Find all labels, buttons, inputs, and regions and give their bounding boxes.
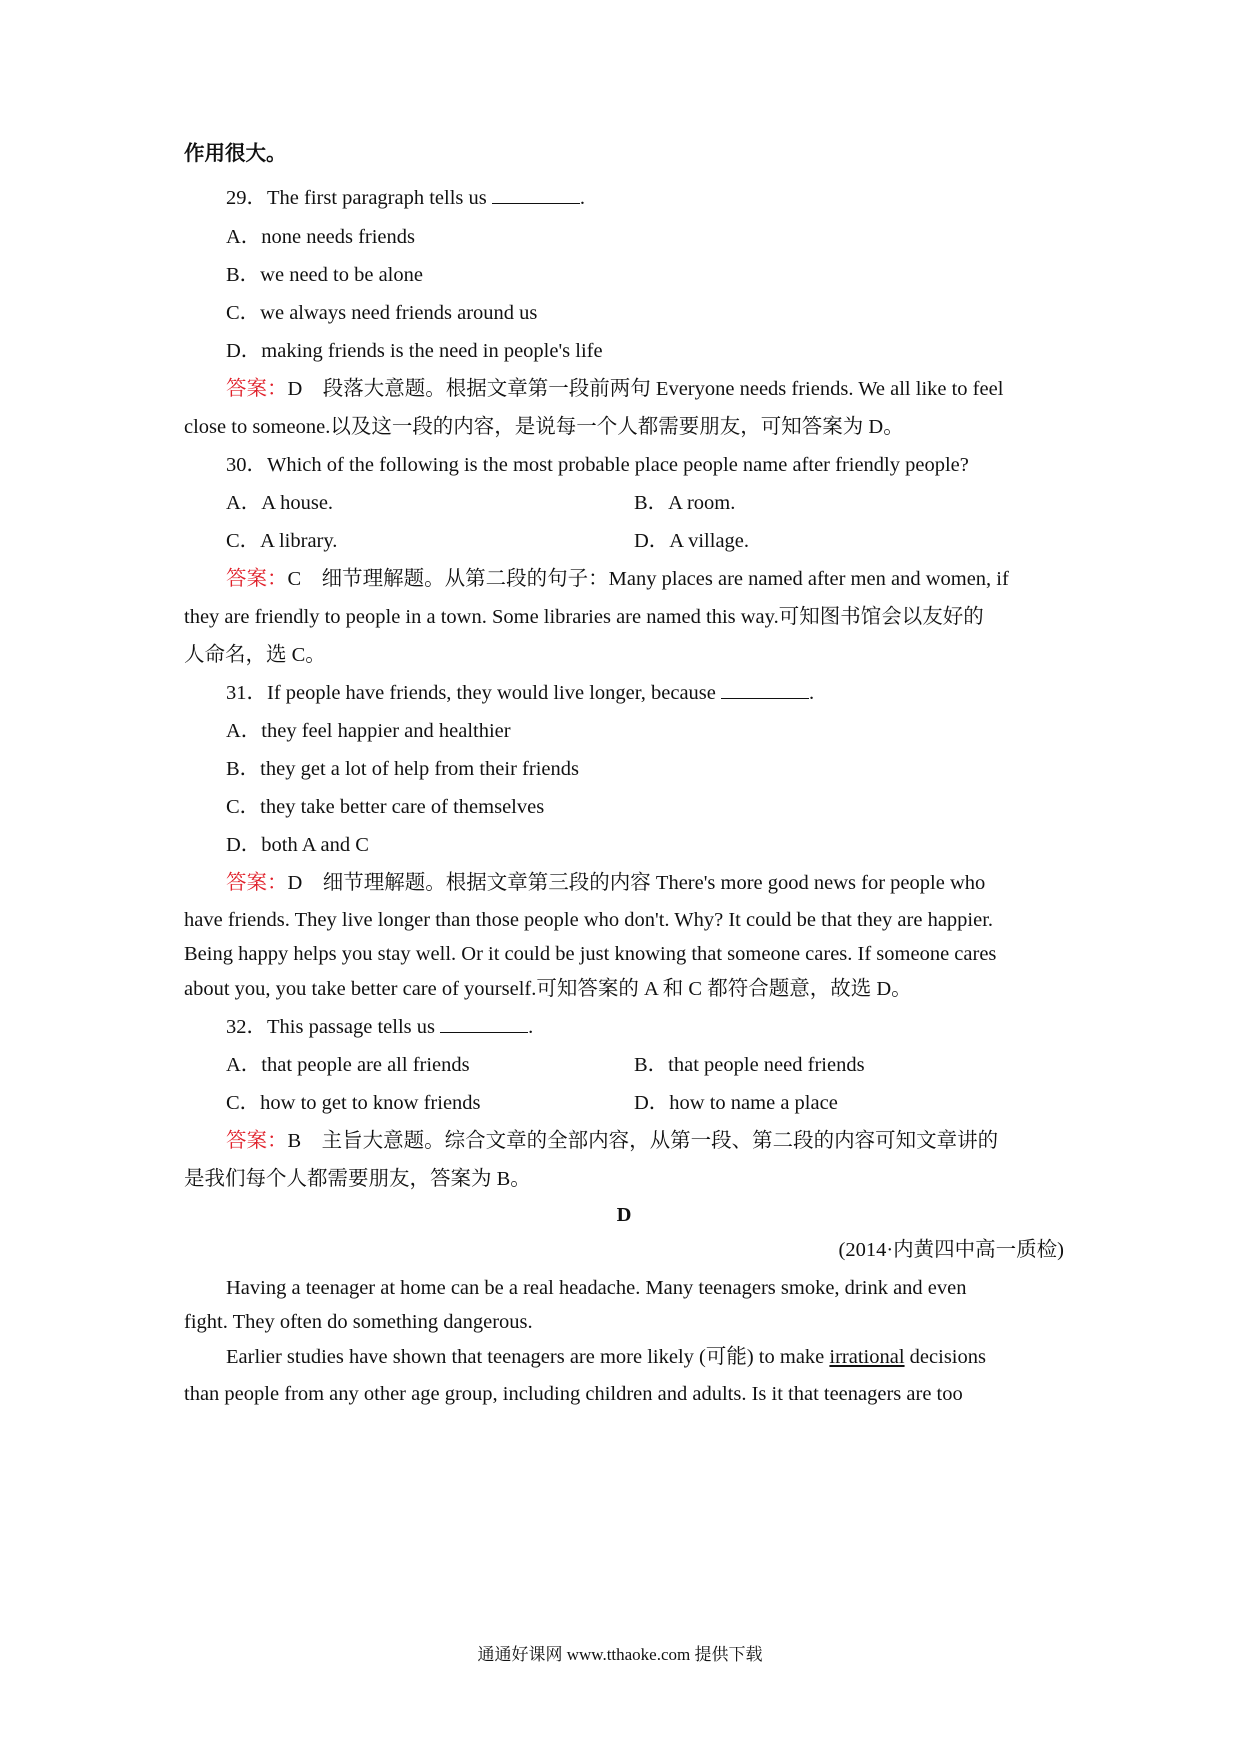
answer-32-line-2: 是我们每个人都需要朋友，答案为 B。 — [184, 1168, 531, 1190]
answer-31-line-3: Being happy helps you stay well. Or it could be just knowing that someone cares. If someone cares — [184, 943, 997, 965]
question-32-row-1 — [226, 1051, 1106, 1079]
question-31-option-b: B．they get a lot of help from their friends — [226, 758, 579, 780]
question-29-option-c: C．we always need friends around us — [226, 302, 538, 324]
passage-p1-line-1: Having a teenager at home can be a real headache. Many teenagers smoke, drink and even — [226, 1277, 967, 1299]
question-30-stem: 30．Which of the following is the most probable place people name after friendly people? — [226, 454, 969, 476]
passage-p1-line-2: fight. They often do something dangerous. — [184, 1311, 533, 1333]
answer-30-line-3: 人命名，选 C。 — [184, 644, 326, 666]
passage-p2-line-1: Earlier studies have shown that teenagers are more likely (可能) to make irrational decisions — [226, 1346, 986, 1368]
section-heading: D — [616, 1204, 632, 1226]
answer-29-line-2: close to someone.以及这一段的内容，是说每一个人都需要朋友，可知答案为 D。 — [184, 416, 904, 438]
question-31-option-c: C．they take better care of themselves — [226, 796, 545, 818]
question-30-option-b: B．A room. — [634, 492, 736, 514]
passage-source: (2014·内黄四中高一质检) — [838, 1239, 1064, 1261]
answer-blank — [440, 1014, 528, 1033]
question-32-row-2 — [226, 1089, 1106, 1117]
question-31-option-d: D．both A and C — [226, 834, 369, 856]
question-32-option-d: D．how to name a place — [634, 1092, 838, 1114]
passage-p2-line-2: than people from any other age group, including children and adults. Is it that teenagers are too — [184, 1383, 963, 1405]
answer-31-line-1: 答案：D 细节理解题。根据文章第三段的内容 There's more good news for people who — [226, 872, 986, 894]
answer-32-line-1: 答案：B 主旨大意题。综合文章的全部内容，从第一段、第二段的内容可知文章讲的 — [226, 1130, 999, 1152]
question-29-option-d: D．making friends is the need in people's life — [226, 340, 603, 362]
answer-blank — [492, 185, 580, 204]
question-32-stem: 32．This passage tells us . — [226, 1016, 534, 1038]
question-32-option-a: A．that people are all friends — [226, 1054, 470, 1076]
intro-text: 作用很大。 — [184, 143, 287, 165]
answer-31-line-2: have friends. They live longer than those people who don't. Why? It could be that they are happier. — [184, 909, 994, 931]
answer-30-line-2: they are friendly to people in a town. Some libraries are named this way.可知图书馆会以友好的 — [184, 606, 984, 628]
question-30-option-a: A．A house. — [226, 492, 334, 514]
answer-blank — [721, 680, 809, 699]
question-30-row-2 — [226, 527, 1106, 555]
answer-label: 答案： — [226, 568, 288, 590]
answer-29-line-1: 答案：D 段落大意题。根据文章第一段前两句 Everyone needs friends. We all like to feel — [226, 378, 1004, 400]
question-31-stem: 31．If people have friends, they would live longer, because . — [226, 682, 815, 704]
question-32-option-c: C．how to get to know friends — [226, 1092, 481, 1114]
question-30-row-1 — [226, 489, 1106, 517]
answer-label: 答案： — [226, 1130, 288, 1152]
question-30-option-c: C．A library. — [226, 530, 338, 552]
page-footer: 通通好课网 www.tthaoke.com 提供下载 — [477, 1645, 763, 1664]
question-29-option-b: B．we need to be alone — [226, 264, 423, 286]
answer-label: 答案： — [226, 378, 288, 400]
answer-31-line-4: about you, you take better care of yourself.可知答案的 A 和 C 都符合题意，故选 D。 — [184, 978, 912, 1000]
question-30-option-d: D．A village. — [634, 530, 750, 552]
question-31-option-a: A．they feel happier and healthier — [226, 720, 511, 742]
answer-label: 答案： — [226, 872, 288, 894]
answer-30-line-1: 答案：C 细节理解题。从第二段的句子：Many places are named after men and women, if — [226, 568, 1009, 590]
underlined-word: irrational — [829, 1346, 905, 1368]
question-29-stem: 29．The first paragraph tells us . — [226, 187, 585, 209]
question-29-option-a: A．none needs friends — [226, 226, 416, 248]
question-32-option-b: B．that people need friends — [634, 1054, 865, 1076]
